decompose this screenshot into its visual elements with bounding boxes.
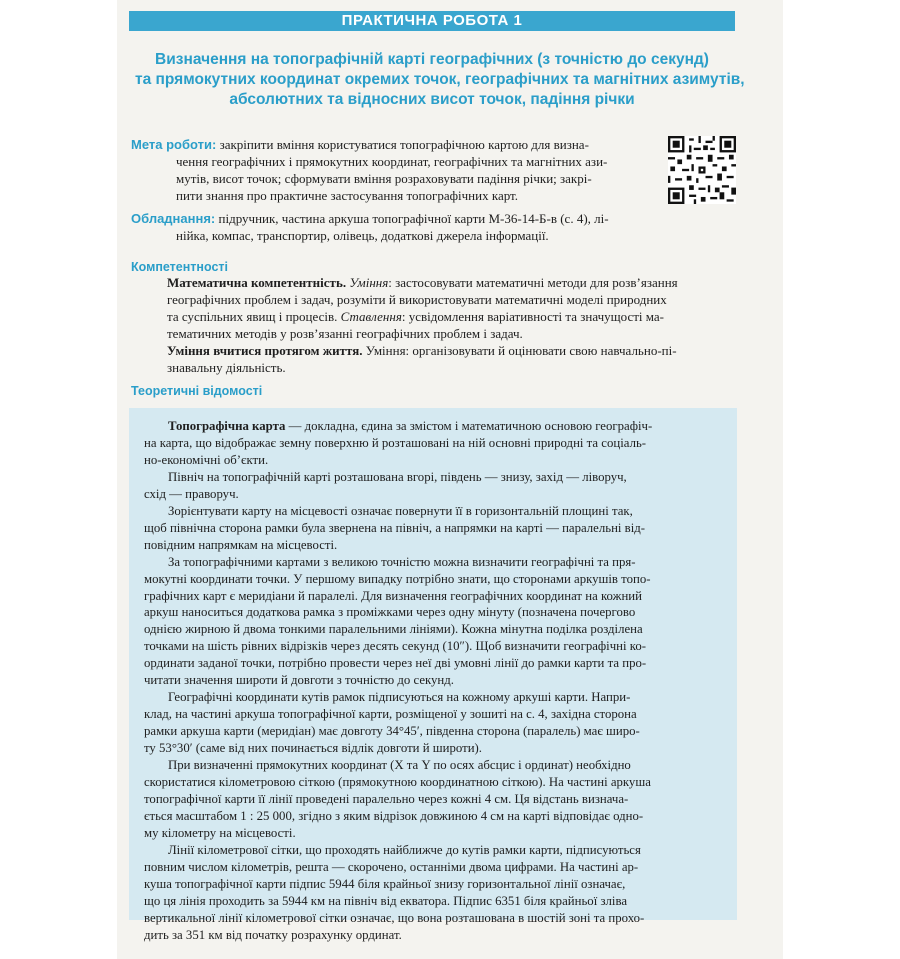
theory-line: ється масштабом 1 : 25 000, згідно з яким відрізок довжиною 4 см на карті відповідає одно- (144, 808, 644, 823)
theory-line: повним числом кілометрів, решта — скорочено, останніми двома цифрами. На частині ар- (144, 859, 639, 874)
theory-line: Лінії кілометрової сітки, що проходять найближче до кутів рамки карти, підписуються (168, 842, 641, 857)
title-line-2: та прямокутних координат окремих точок, географічних та магнітних азимутів, (135, 71, 745, 88)
theory-line: — докладна, єдина за змістом і математичною основою географіч- (285, 419, 653, 433)
theory-line: клад, на частині аркуша топографічної карти, розміщеної у зошиті на с. 4, західна сторона (144, 707, 637, 722)
equipment-line: нійка, компас, транспортир, олівець, додаткові джерела інформації. (176, 228, 549, 243)
math-skills-label: Уміння (349, 275, 389, 290)
theory-line: ординати заданої точки, потрібно провести через неї дві умовні лінії до рамки карти та про- (144, 656, 647, 671)
theory-line: рамки аркуша карти (меридіан) має довготу 34°45′, південна сторона (паралель) має широ- (144, 724, 640, 739)
theory-line: му кілометру на місцевості. (144, 825, 296, 840)
theory-line: куша топографічної карти підпис 5944 біля крайньої знизу горизонтальної лінії означає, (144, 876, 626, 891)
goal-text-first: закріпити вміння користуватися топографічною картою для визна- (219, 137, 589, 152)
theory-line: Географічні координати кутів рамок підписуються на кожному аркуші карти. Напри- (168, 690, 631, 705)
theory-line: топографічної карти її лінії проведені паралельно через кожні 4 см. Ця відстань визнача- (144, 791, 629, 806)
math-competence-title: Математична компетентність. (167, 275, 347, 290)
competence-line: знавальну діяльність. (167, 360, 286, 375)
goal-line: чення географічних і прямокутних координат, географічних та магнітних ази- (176, 154, 608, 169)
theory-line: графічних карт є меридіани й паралелі. Для визначення географічних координат на кожний (144, 588, 642, 603)
title-line-3: абсолютних та відносних висот точок, падіння річки (229, 91, 635, 108)
math-attitude-text: : усвідомлення варіативності та значущості ма- (401, 309, 665, 324)
goal-line: мутів, висот точок; сформувати вміння розраховувати падіння річки; закрі- (176, 171, 592, 186)
equipment-text-first: підручник, частина аркуша топографічної карти М-36-14-Б-в (с. 4), лі- (218, 211, 609, 226)
theory-line: читати значення широти й довготи з точністю до секунд. (144, 673, 454, 688)
math-attitude-label: Ставлення (340, 309, 402, 324)
equipment-block (131, 210, 731, 244)
title-line-1: Визначення на топографічній карті географічних (з точністю до секунд) (155, 51, 709, 68)
theory-line: Зорієнтувати карту на місцевості означає повернути її в горизонтальній площині так, (168, 503, 633, 518)
competence-line: тематичних методів у розв’язанні географічних проблем і задач. (167, 326, 523, 341)
theory-text (144, 418, 732, 944)
theory-line: точками на шість рівних відрізків через десять секунд (10″). Щоб визначити географічні ко- (144, 639, 647, 654)
theory-line: вертикальної лінії кілометрової сітки означає, що вона розташована в шостій зоні та прохо- (144, 910, 645, 925)
theory-line: щоб північна сторона рамки була звернена на північ, а напрямки на карті — паралельні від- (144, 520, 646, 535)
goal-line: пити знання про практичне застосування топографічних карт. (176, 188, 519, 203)
competence-line: та суспільних явищ і процесів. (167, 309, 338, 324)
theory-heading: Теоретичні відомості (131, 384, 263, 398)
theory-line: повідним напрямкам на місцевості. (144, 537, 338, 552)
theory-line: но-економічні об’єкти. (144, 452, 269, 467)
theory-line: За топографічними картами з великою точністю можна визначити географічні та пря- (168, 554, 636, 569)
theory-line: що ця лінія проходить за 5944 км на північ від екватора. Підпис 6351 біля крайньої зліва (144, 893, 627, 908)
math-skills-text: : застосовувати математичні методи для розв’язання (388, 275, 678, 290)
goal-label: Мета роботи: (131, 137, 217, 152)
lifelong-learning-title: Уміння вчитися протягом життя. (167, 343, 363, 358)
theory-line: При визначенні прямокутних координат (X та Y по осях абсцис і ординат) необхідно (168, 758, 631, 773)
theory-line: Північ на топографічній карті розташована вгорі, південь — знизу, захід — ліворуч, (168, 469, 627, 484)
theory-line: схід — праворуч. (144, 486, 239, 501)
competence-line: географічних проблем і задач, розуміти й використовувати математичні моделі природних (167, 292, 667, 307)
theory-line: ту 53°30′ (саме від них починається відлік довготи й широти). (144, 741, 482, 756)
theory-line: дить за 351 км від початку розрахунку ординат. (144, 927, 402, 942)
work-title (135, 50, 745, 110)
theory-line: однією жирною й двома тонкими паралельними лініями). Кожна мінутна поділка розділена (144, 622, 643, 637)
qr-code-icon[interactable] (668, 136, 736, 204)
competences-heading: Компетентності (131, 260, 228, 274)
theory-line: мокутні координати точки. У першому випадку потрібно знати, що сторонами аркушів топо- (144, 571, 651, 586)
equipment-label: Обладнання: (131, 211, 216, 226)
topo-map-term: Топографічна карта (168, 419, 286, 433)
theory-line: аркуш наноситься додаткова рамка з проміжками через одну мінуту (позначена почергово (144, 605, 636, 620)
theory-line: скористатися кілометровою сіткою (прямокутною координатною сіткою). На частині аркуша (144, 775, 651, 790)
goal-block (131, 136, 651, 204)
competences-block (167, 274, 737, 376)
theory-line: на карта, що відображає земну поверхню й розташовані на ній основні природні та соціаль- (144, 435, 647, 450)
practical-work-header: ПРАКТИЧНА РОБОТА 1 (129, 11, 735, 31)
lifelong-learning-text: Уміння: організовувати й оцінювати свою навчально-пі- (362, 343, 677, 358)
